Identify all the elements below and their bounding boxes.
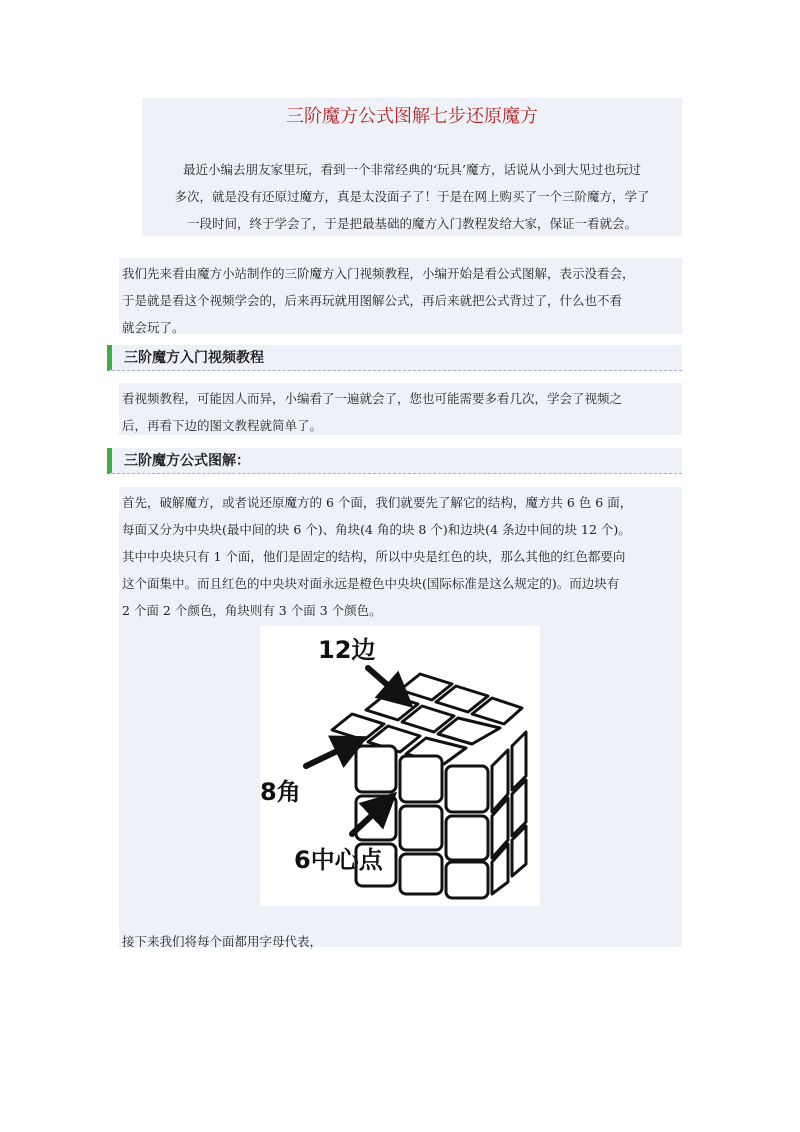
section-heading-text: 三阶魔方公式图解： bbox=[124, 453, 250, 469]
paragraph-line: 每面又分为中央块(最中间的块 6 个)、角块(4 角的块 8 个)和边块(4 条边中间的块 12 个)。 bbox=[122, 522, 631, 537]
intro-text bbox=[142, 156, 682, 237]
label-edges: 12边 bbox=[318, 636, 376, 664]
paragraph-line: 就会玩了。 bbox=[122, 320, 185, 335]
intro-line: 多次，就是没有还原过魔方，真是太没面子了！于是在网上购买了一个三阶魔方，学了 bbox=[174, 189, 650, 204]
intro-line: 最近小编去朋友家里玩，看到一个非常经典的‘玩具’魔方，话说从小到大见过也玩过 bbox=[183, 162, 641, 177]
paragraph-line: 于是就是看这个视频学会的，后来再玩就用图解公式，再后来就把公式背过了，什么也不看 bbox=[122, 293, 623, 308]
label-centers: 6中心点 bbox=[294, 846, 383, 874]
paragraph-line: 首先，破解魔方，或者说还原魔方的 6 个面，我们就要先了解它的结构，魔方共 6 色 6 面， bbox=[122, 495, 633, 510]
paragraph-next bbox=[119, 926, 682, 950]
section-heading-diagram bbox=[107, 448, 682, 474]
paragraph-line: 接下来我们将每个面都用字母代表， bbox=[122, 934, 323, 949]
section-heading-text: 三阶魔方入门视频教程 bbox=[124, 350, 264, 366]
label-corners: 8角 bbox=[260, 778, 301, 806]
paragraph-line: 后，再看下边的图文教程就简单了。 bbox=[122, 418, 323, 433]
paragraph-line: 2 个面 2 个颜色，角块则有 3 个面 3 个颜色。 bbox=[122, 603, 382, 618]
paragraph-video-intro bbox=[119, 258, 682, 334]
paragraph-line: 这个面集中。而且红色的中央块对面永远是橙色中央块(国际标准是这么规定的)。而边块有 bbox=[122, 576, 620, 591]
rubiks-cube-figure bbox=[260, 626, 540, 906]
intro-box bbox=[142, 98, 682, 236]
page-title: 三阶魔方公式图解七步还原魔方 bbox=[286, 106, 538, 127]
paragraph-video-note bbox=[119, 383, 682, 435]
paragraph-line: 我们先来看由魔方小站制作的三阶魔方入门视频教程，小编开始是看公式图解，表示没看会， bbox=[122, 266, 635, 281]
paragraph-line: 看视频教程，可能因人而异，小编看了一遍就会了，您也可能需要多看几次，学会了视频之 bbox=[122, 391, 623, 406]
intro-line: 一段时间，终于学会了，于是把最基础的魔方入门教程发给大家，保证一看就会。 bbox=[186, 216, 637, 231]
section-heading-video bbox=[107, 345, 682, 371]
paragraph-line: 其中中央块只有 1 个面，他们是固定的结构，所以中央是红色的块，那么其他的红色都要向 bbox=[122, 549, 626, 564]
